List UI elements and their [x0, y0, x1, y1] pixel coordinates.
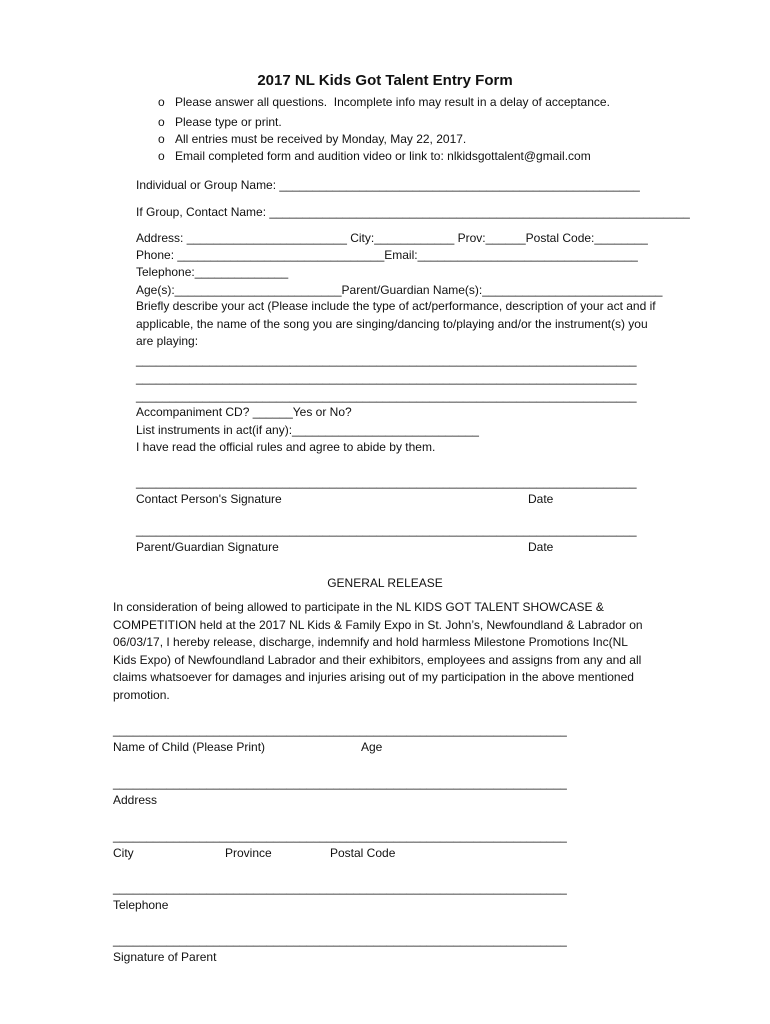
telephone-field[interactable]: Telephone:______________ — [136, 265, 289, 279]
individual-group-name-field[interactable]: Individual or Group Name: ______________________________________________________ — [136, 178, 640, 192]
signature-of-parent-label: Signature of Parent — [113, 950, 217, 964]
release-heading: GENERAL RELEASE — [327, 576, 443, 590]
release-text: In consideration of being allowed to participate in the NL KIDS GOT TALENT SHOWCASE & COMPETITION held at the 2017 NL Kids & Family Expo in St. John’s, Newfoundland & Labrador on 06/03/17, I hereby release, discharge, indemnify and hold harmless Milestone Promotions Inc(NL Kids Expo) of Newfoundland Labrador and their exhibitors, employees and assigns from any and all claims whatsoever for damages and injuries arising out of my participation in the above mentioned promotion. — [113, 600, 643, 702]
child-name-line[interactable]: ____________________________________________________________________ — [113, 723, 567, 737]
parent-signature-line[interactable]: ___________________________________________________________________________ — [136, 523, 637, 537]
age-label: Age — [361, 740, 383, 754]
bullet-marker: o — [158, 115, 165, 129]
act-description-line[interactable]: ___________________________________________________________________________ — [136, 371, 637, 385]
ages-parent-name-field[interactable]: Age(s):_________________________Parent/Guardian Name(s):___________________________ — [136, 283, 663, 297]
address-city-prov-postal-field[interactable]: Address: ________________________ City:____________ Prov:______Postal Code:________ — [136, 231, 648, 245]
instruction-item: Email completed form and audition video or link to: nlkidsgottalent@gmail.com — [175, 149, 591, 163]
instruction-item: Please answer all questions. Incomplete info may result in a delay of acceptance. — [175, 95, 610, 109]
act-description-prompt: Briefly describe your act (Please include the type of act/performance, description of your act and if applicable, the name of the song you are singing/dancing to/playing and/or the instrument(s) you are playing: — [136, 299, 656, 348]
parent-signature-label: Parent/Guardian Signature — [136, 540, 279, 554]
postal-code-label: Postal Code — [330, 846, 396, 860]
act-description-line[interactable]: ___________________________________________________________________________ — [136, 353, 637, 367]
act-description-line[interactable]: ___________________________________________________________________________ — [136, 389, 637, 403]
parent-signature-bottom-line[interactable]: ____________________________________________________________________ — [113, 933, 567, 947]
bullet-marker: o — [158, 149, 165, 163]
instruments-field[interactable]: List instruments in act(if any):____________________________ — [136, 423, 479, 437]
parent-date-label: Date — [528, 540, 554, 554]
address-line[interactable]: ____________________________________________________________________ — [113, 776, 567, 790]
accompaniment-cd-field[interactable]: Accompaniment CD? ______Yes or No? — [136, 405, 352, 419]
telephone-label: Telephone — [113, 898, 169, 912]
contact-name-field[interactable]: If Group, Contact Name: _______________________________________________________________ — [136, 205, 690, 219]
phone-email-field[interactable]: Phone: _______________________________Email:_________________________________ — [136, 248, 638, 262]
province-label: Province — [225, 846, 272, 860]
child-name-label: Name of Child (Please Print) — [113, 740, 266, 754]
contact-signature-line[interactable]: ___________________________________________________________________________ — [136, 475, 637, 489]
instruction-item: Please type or print. — [175, 115, 282, 129]
bullet-marker: o — [158, 132, 165, 146]
city-label: City — [113, 846, 134, 860]
contact-date-label: Date — [528, 492, 554, 506]
rules-agreement-text: I have read the official rules and agree to abide by them. — [136, 440, 436, 454]
page-title: 2017 NL Kids Got Talent Entry Form — [257, 72, 513, 89]
contact-signature-label: Contact Person's Signature — [136, 492, 282, 506]
instruction-item: All entries must be received by Monday, May 22, 2017. — [175, 132, 467, 146]
address-label: Address — [113, 793, 158, 807]
telephone-line[interactable]: ____________________________________________________________________ — [113, 881, 567, 895]
bullet-marker: o — [158, 95, 165, 109]
city-province-postal-line[interactable]: ____________________________________________________________________ — [113, 829, 567, 843]
